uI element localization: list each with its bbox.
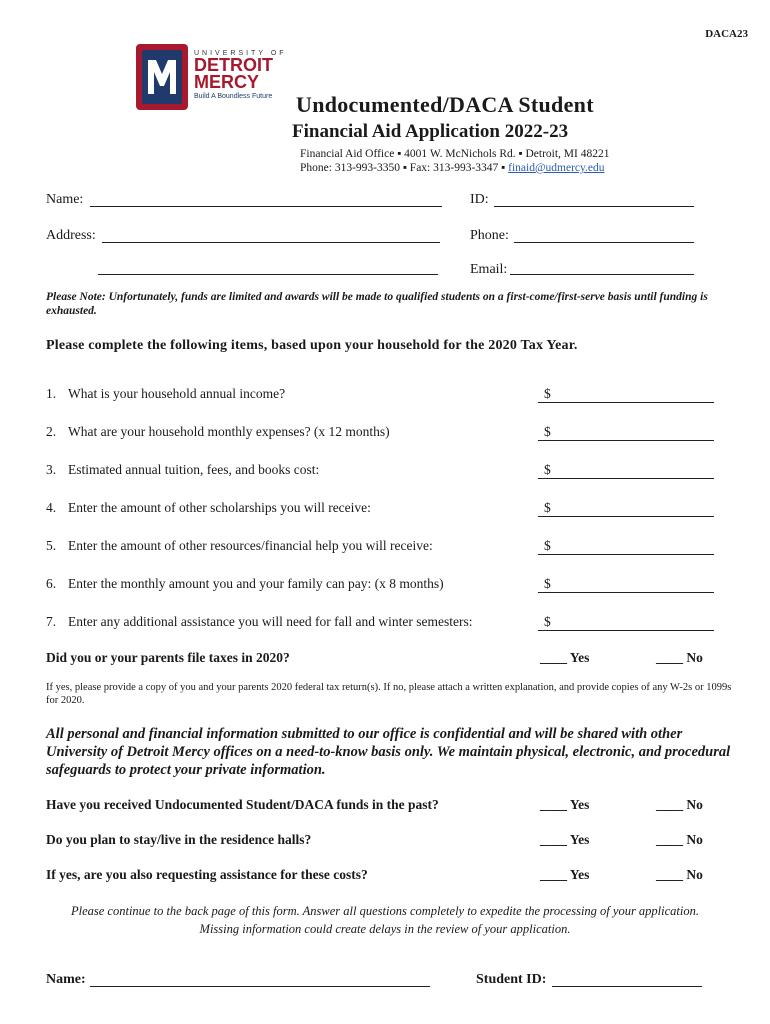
question-text: Enter the amount of other resources/financial help you will receive: bbox=[68, 538, 433, 553]
question-number: 3. bbox=[46, 462, 57, 477]
housing-assistance-question: If yes, are you also requesting assistance for these costs? bbox=[46, 867, 368, 882]
question-3 bbox=[46, 462, 319, 478]
detroit-mercy-shield-icon bbox=[136, 44, 188, 110]
logo-mercy: MERCY bbox=[194, 72, 260, 92]
dollar-sign: $ bbox=[544, 614, 551, 629]
taxes-no-option[interactable]: ____ No bbox=[656, 650, 703, 665]
dollar-sign: $ bbox=[544, 424, 551, 439]
residence-halls-question: Do you plan to stay/live in the residence halls? bbox=[46, 832, 312, 847]
amount-input-line-7[interactable] bbox=[538, 630, 714, 631]
bottom-name-label: Name: bbox=[46, 972, 86, 987]
email-input-line[interactable] bbox=[510, 274, 694, 275]
amount-input-line-5[interactable] bbox=[538, 554, 714, 555]
office-email-link[interactable]: finaid@udmercy.edu bbox=[508, 162, 605, 174]
daca-funds-no-option[interactable]: ____ No bbox=[656, 797, 703, 812]
continue-note-line-1: Please continue to the back page of this form. Answer all questions completely to expedite the processing of your application. bbox=[70, 904, 699, 918]
logo-tagline: Build A Boundless Future bbox=[194, 93, 273, 100]
bottom-name-input-line[interactable] bbox=[90, 986, 430, 987]
question-4 bbox=[46, 500, 371, 516]
dollar-sign: $ bbox=[544, 386, 551, 401]
dollar-sign: $ bbox=[544, 538, 551, 553]
question-text: Estimated annual tuition, fees, and books cost: bbox=[68, 462, 320, 477]
daca-funds-question: Have you received Undocumented Student/DACA funds in the past? bbox=[46, 797, 439, 812]
funding-note: Please Note: Unfortunately, funds are limited and awards will be made to qualified students on a first-come/first-serve basis until funding is exhausted. bbox=[46, 291, 708, 317]
residence-halls-no-option[interactable]: ____ No bbox=[656, 832, 703, 847]
question-5 bbox=[46, 538, 433, 554]
amount-input-line-2[interactable] bbox=[538, 440, 714, 441]
dollar-sign: $ bbox=[544, 500, 551, 515]
question-text: What is your household annual income? bbox=[68, 386, 286, 401]
student-id-input-line[interactable] bbox=[552, 986, 702, 987]
taxes-question: Did you or your parents file taxes in 2020? bbox=[46, 650, 290, 665]
amount-input-line-6[interactable] bbox=[538, 592, 714, 593]
office-contact bbox=[300, 147, 609, 175]
housing-assistance-yes-option[interactable]: ____ Yes bbox=[540, 867, 590, 882]
question-text: What are your household monthly expenses? (x 12 months) bbox=[68, 424, 390, 439]
logo-university-of: UNIVERSITY OF bbox=[194, 50, 287, 57]
office-phone-fax bbox=[300, 161, 609, 175]
phone-label: Phone: bbox=[470, 228, 509, 243]
amount-input-line-3[interactable] bbox=[538, 478, 714, 479]
taxes-yes-option[interactable]: ____ Yes bbox=[540, 650, 590, 665]
question-number: 2. bbox=[46, 424, 57, 439]
address-label: Address: bbox=[46, 228, 96, 243]
housing-assistance-no-option[interactable]: ____ No bbox=[656, 867, 703, 882]
question-1 bbox=[46, 386, 285, 402]
continue-note bbox=[40, 902, 730, 938]
dollar-sign: $ bbox=[544, 576, 551, 591]
question-6 bbox=[46, 576, 444, 592]
question-number: 7. bbox=[46, 614, 57, 629]
confidentiality-statement: All personal and financial information submitted to our office is confidential and will be shared with other University of Detroit Mercy offices on a need-to-know basis only. We maintain physical, electronic, and procedural safeguards to protect your private information. bbox=[46, 726, 731, 778]
question-text: Enter the amount of other scholarships you will receive: bbox=[68, 500, 371, 515]
page-subtitle: Financial Aid Application 2022-23 bbox=[292, 121, 569, 142]
dollar-sign: $ bbox=[544, 462, 551, 477]
question-text: Enter the monthly amount you and your family can pay: (x 8 months) bbox=[68, 576, 444, 591]
student-id-label: Student ID: bbox=[476, 972, 547, 987]
phone-input-line[interactable] bbox=[514, 242, 694, 243]
question-number: 4. bbox=[46, 500, 57, 515]
logo-detroit: DETROIT bbox=[194, 55, 273, 75]
university-logo bbox=[136, 44, 306, 114]
continue-note-line-2: Missing information could create delays in the review of your application. bbox=[199, 922, 571, 936]
question-number: 1. bbox=[46, 386, 57, 401]
name-input-line[interactable] bbox=[90, 206, 442, 207]
question-2 bbox=[46, 424, 390, 440]
instructions: Please complete the following items, based upon your household for the 2020 Tax Year. bbox=[46, 338, 578, 353]
id-input-line[interactable] bbox=[494, 206, 694, 207]
id-label: ID: bbox=[470, 192, 489, 207]
question-7 bbox=[46, 614, 473, 630]
amount-input-line-4[interactable] bbox=[538, 516, 714, 517]
question-number: 6. bbox=[46, 576, 57, 591]
name-label: Name: bbox=[46, 192, 84, 207]
tax-return-note: If yes, please provide a copy of you and your parents 2020 federal tax return(s). If no, please attach a written explanation, and provide copies of any W-2s or 1099s for 2020. bbox=[46, 682, 732, 706]
residence-halls-yes-option[interactable]: ____ Yes bbox=[540, 832, 590, 847]
question-number: 5. bbox=[46, 538, 57, 553]
page-title: Undocumented/DACA Student bbox=[296, 92, 594, 117]
office-phone-text: Phone: 313-993-3350 ▪ Fax: 313-993-3347 ▪ bbox=[300, 162, 509, 174]
office-address: Financial Aid Office ▪ 4001 W. McNichols Rd. ▪ Detroit, MI 48221 bbox=[300, 148, 610, 160]
daca-funds-yes-option[interactable]: ____ Yes bbox=[540, 797, 590, 812]
address-input-line-2[interactable] bbox=[98, 274, 438, 275]
amount-input-line-1[interactable] bbox=[538, 402, 714, 403]
form-code: DACA23 bbox=[705, 28, 748, 40]
email-label: Email: bbox=[470, 262, 508, 277]
question-text: Enter any additional assistance you will need for fall and winter semesters: bbox=[68, 614, 473, 629]
address-input-line-1[interactable] bbox=[102, 242, 440, 243]
